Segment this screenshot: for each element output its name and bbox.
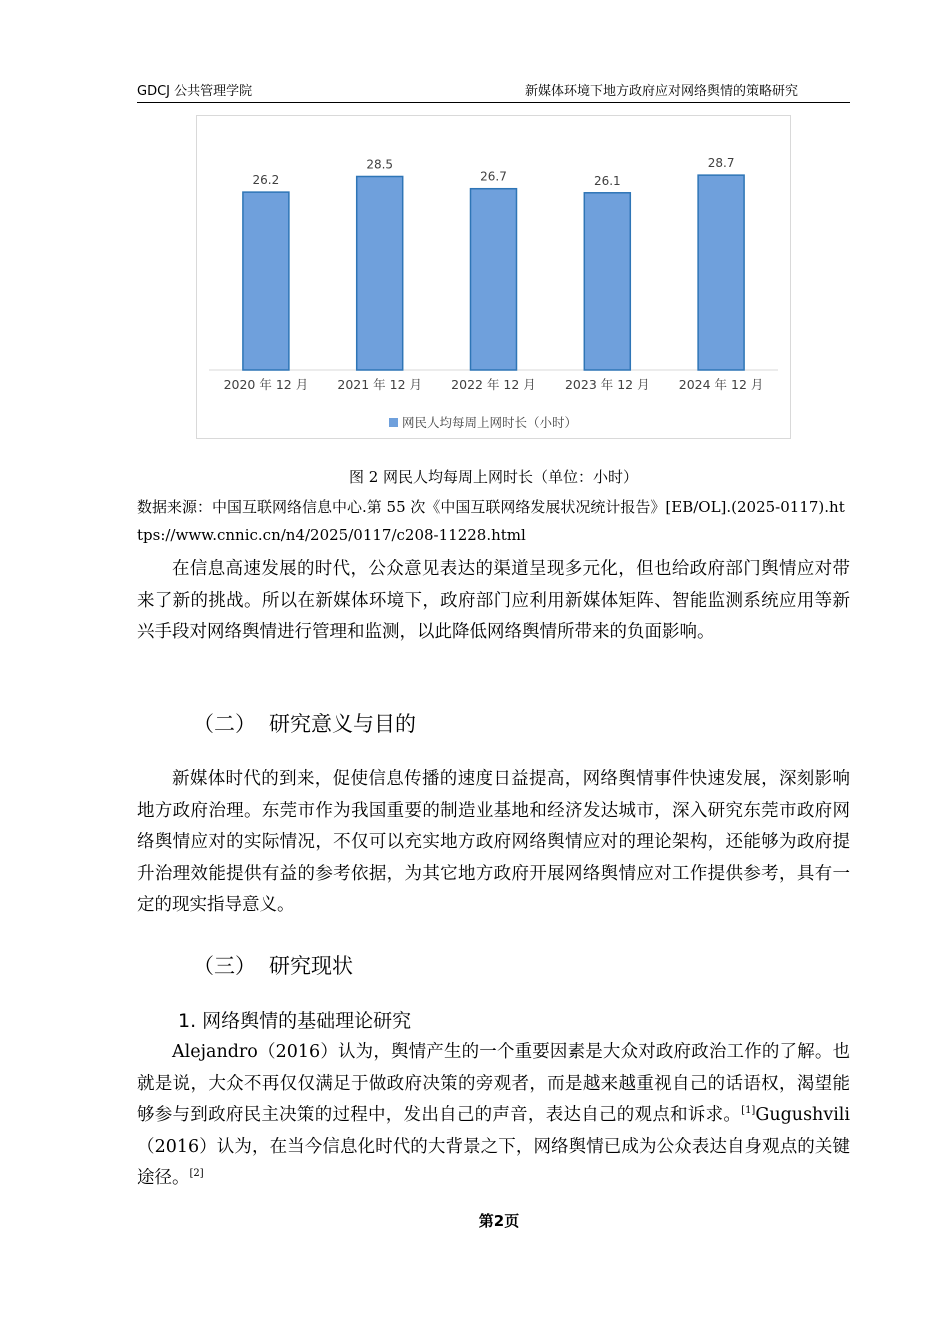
page-number: 第2页 <box>478 1212 520 1230</box>
x-tick-label-1: 2020 年 12 月 <box>223 377 309 392</box>
x-tick-label-2: 2021 年 12 月 <box>337 377 423 392</box>
section-heading-significance <box>193 708 416 738</box>
bar-chart <box>196 115 791 439</box>
header-title: 新媒体环境下地方政府应对网络舆情的策略研究 <box>524 84 798 99</box>
bar-5 <box>698 175 744 370</box>
section-title: 研究意义与目的 <box>269 712 416 736</box>
section-number: （二） <box>193 712 256 736</box>
bar-3 <box>471 189 517 370</box>
literature-text-alejandro: Alejandro（2016）认为，舆情产生的一个重要因素是大众对政府政治工作的了解。也就是说，大众不再仅仅满足于做政府决策的旁观者，而是越来越重视自己的话语权，渴望能够参与到政府民主决策的过程中，发出自己的声音，表达自己的观点和诉求。 <box>137 1042 850 1125</box>
literature-text-gugushvili: Gugushvili（2016）认为，在当今信息化时代的大背景之下，网络舆情已成为公众表达自身观点的关键途径。 <box>137 1105 850 1188</box>
data-label-1: 26.2 <box>252 173 280 188</box>
legend-label: 网民人均每周上网时长（小时） <box>402 415 578 430</box>
x-tick-label-3: 2022 年 12 月 <box>451 377 536 392</box>
figure-caption: 图 2 网民人均每周上网时长（单位：小时） <box>348 468 639 486</box>
paragraph-significance: 新媒体时代的到来，促使信息传播的速度日益提高，网络舆情事件快速发展，深刻影响地方政府治理。东莞市作为我国重要的制造业基地和经济发达城市，深入研究东莞市政府网络舆情应对的实际情况，不仅可以充实地方政府网络舆情应对的理论架构，还能够为政府提升治理效能提供有益的参考依据，为其它地方政府开展网络舆情应对工作提供参考，具有一定的现实指导意义。 <box>137 769 850 915</box>
section-title: 研究现状 <box>269 954 353 978</box>
paragraph-background: 在信息高速发展的时代，公众意见表达的渠道呈现多元化，但也给政府部门舆情应对带来了新的挑战。所以在新媒体环境下，政府部门应利用新媒体矩阵、智能监测系统应用等新兴手段对网络舆情进行管理和监测，以此降低网络舆情所带来的负面影响。 <box>137 559 850 642</box>
data-label-4: 26.1 <box>593 173 621 188</box>
subsection-heading-theory: 1. 网络舆情的基础理论研究 <box>178 1010 412 1032</box>
paragraph-literature <box>137 1037 850 1195</box>
figure-source: 数据来源：中国互联网络信息中心.第 55 次《中国互联网络发展状况统计报告》[EB/OL].(2025-0117).https://www.cnnic.cn/n4/2025/0117/c208-11228.html <box>137 498 845 544</box>
x-tick-label-5: 2024 年 12 月 <box>678 377 764 392</box>
legend-swatch <box>389 418 398 427</box>
chart-canvas <box>197 116 790 438</box>
data-label-5: 28.7 <box>707 156 735 171</box>
bar-1 <box>243 192 289 370</box>
citation-1: [1] <box>741 1105 756 1116</box>
citation-2: [2] <box>189 1168 204 1179</box>
data-label-2: 28.5 <box>366 157 394 172</box>
section-number: （三） <box>193 954 256 978</box>
bar-2 <box>357 176 403 370</box>
data-label-3: 26.7 <box>480 169 507 184</box>
header-institution: GDCJ 公共管理学院 <box>137 84 253 99</box>
page-header <box>137 78 850 103</box>
bar-4 <box>584 193 630 370</box>
section-heading-status <box>193 950 353 980</box>
x-tick-label-4: 2023 年 12 月 <box>564 377 650 392</box>
